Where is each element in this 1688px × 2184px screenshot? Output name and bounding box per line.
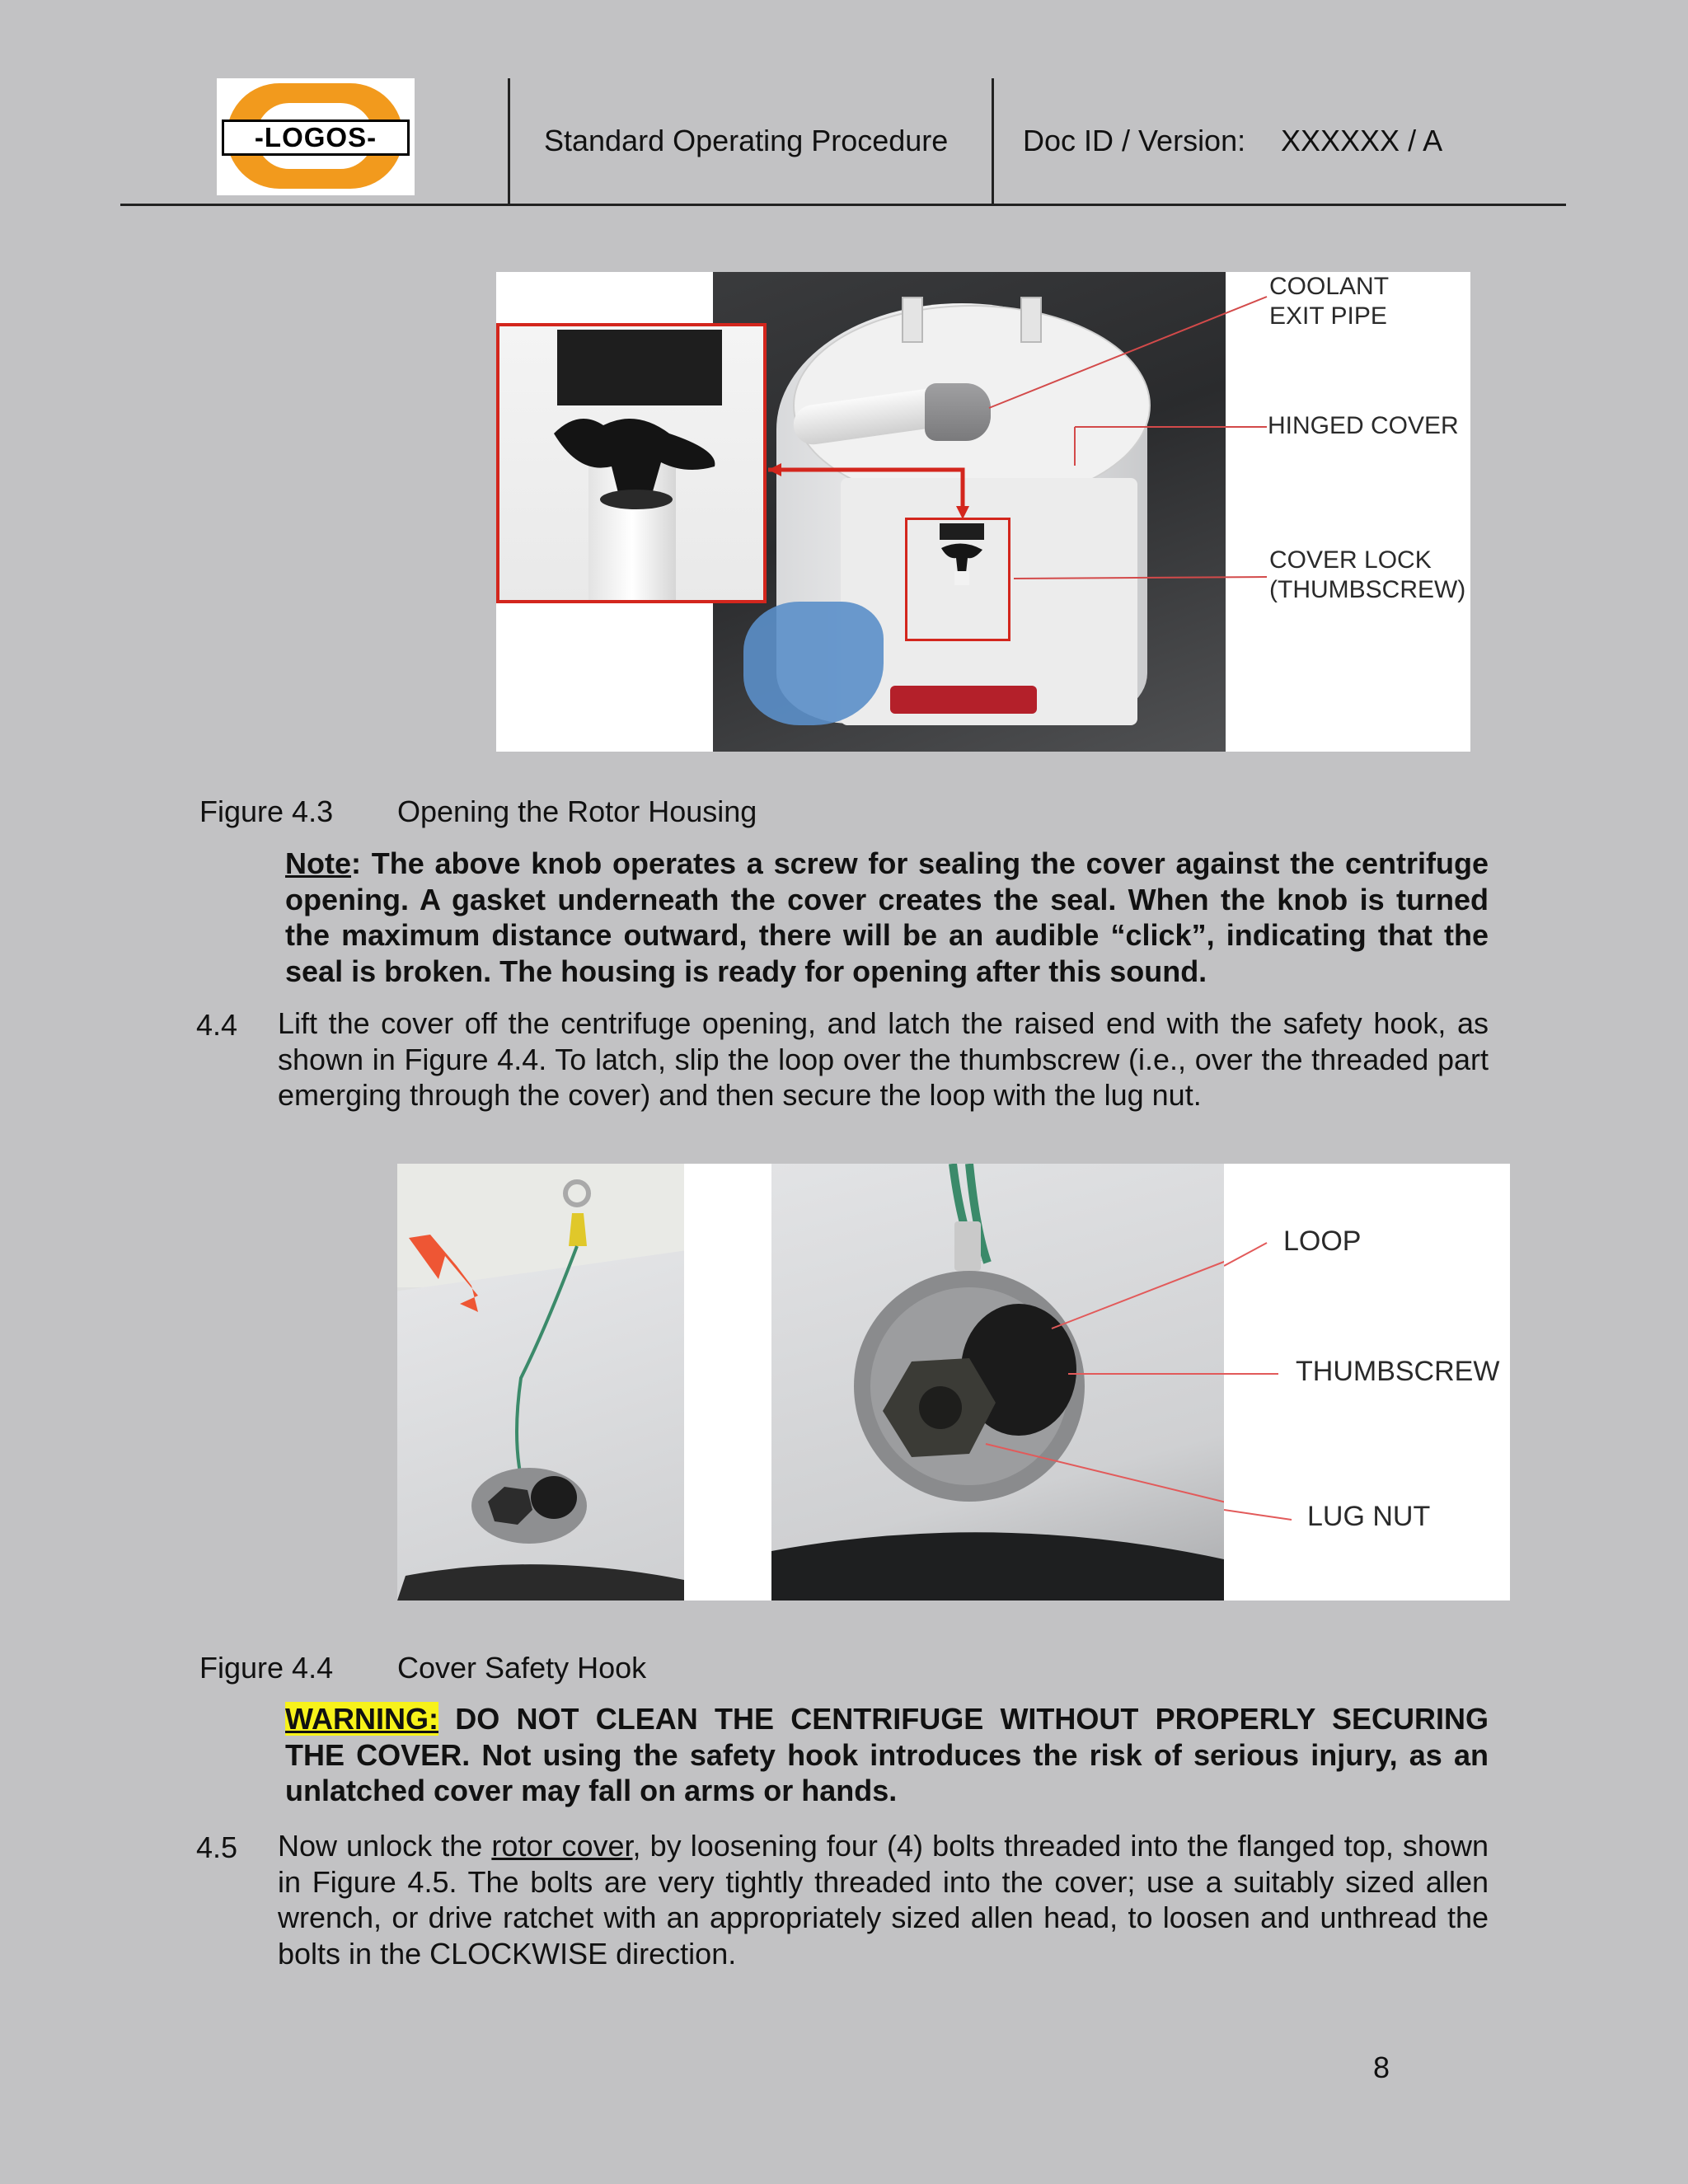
doc-id-label: Doc ID / Version: <box>1023 124 1246 157</box>
figure-4-4-caption: Cover Safety Hook <box>397 1651 647 1685</box>
label-cover-lock-line2: (THUMBSCREW) <box>1269 576 1466 603</box>
label-lug-nut: LUG NUT <box>1307 1501 1431 1532</box>
figure-4-3-caption: Opening the Rotor Housing <box>397 794 757 828</box>
warning-label: WARNING: <box>285 1702 438 1736</box>
label-thumbscrew: THUMBSCREW <box>1296 1356 1500 1387</box>
header-divider <box>508 78 510 204</box>
header-divider <box>992 78 994 204</box>
label-hinged-cover: HINGED COVER <box>1268 412 1459 439</box>
logo-text: -LOGOS- <box>222 120 410 156</box>
safety-hook-overview-icon <box>397 1164 684 1601</box>
label-loop: LOOP <box>1283 1226 1362 1257</box>
note-text: : The above knob operates a screw for sealing the cover against the centrifuge opening. A gasket underneath the cover creates the seal. When the knob is turned the maximum distance outward, there will be an audible “click”, indicating that the seal is broken. The housing is ready for opening after this sound. <box>285 846 1489 988</box>
callout-lines <box>496 272 1470 752</box>
figure-4-4-label-panel <box>1224 1164 1510 1601</box>
figure-4-4-left-photo <box>397 1164 684 1601</box>
company-logo <box>217 78 415 195</box>
document-type-title: Standard Operating Procedure <box>544 124 949 157</box>
note-label: Note <box>285 846 351 880</box>
warning-text: DO NOT CLEAN THE CENTRIFUGE WITHOUT PROPERLY SECURING THE COVER. Not using the safety hook introduces the risk of serious injury, as an unlatched cover may fall on arms or hands. <box>285 1702 1489 1807</box>
figure-4-4-number: Figure 4.4 <box>199 1651 334 1685</box>
figure-4-4-divider <box>684 1164 771 1601</box>
header-rule <box>120 204 1566 206</box>
figure-4-3-image <box>496 272 1470 752</box>
label-cover-lock-line1: COVER LOCK <box>1269 546 1432 574</box>
warning-block <box>285 1701 1489 1809</box>
note-block <box>285 846 1489 989</box>
figure-4-3-number: Figure 4.3 <box>199 794 334 828</box>
page-number: 8 <box>1373 2050 1390 2084</box>
doc-id-value: XXXXXX / A <box>1281 124 1443 157</box>
safety-hook-closeup-icon <box>771 1164 1224 1601</box>
step-number: 4.4 <box>196 1008 238 1042</box>
label-coolant-exit-pipe-line1: COOLANT <box>1269 273 1390 300</box>
figure-4-4-closeup-photo <box>771 1164 1224 1601</box>
rotor-cover-term: rotor cover <box>491 1829 633 1863</box>
label-coolant-exit-pipe-line2: EXIT PIPE <box>1269 302 1387 330</box>
step-4-4-text: Lift the cover off the centrifuge opening, and latch the raised end with the safety hook, as shown in Figure 4.4. To latch, slip the loop over the thumbscrew (i.e., over the threaded part emerging through the cover) and then secure the loop with the lug nut. <box>278 1006 1489 1112</box>
step-number: 4.5 <box>196 1830 238 1864</box>
step-4-5-text: Now unlock the rotor cover, by loosening four (4) bolts threaded into the flanged top, shown in Figure 4.5. The bolts are very tightly threaded into the cover; use a suitably sized allen wrench, or drive ratchet with an appropriately sized allen head, to loosen and unthread the bolts in the CLOCKWISE direction. <box>278 1829 1489 1971</box>
